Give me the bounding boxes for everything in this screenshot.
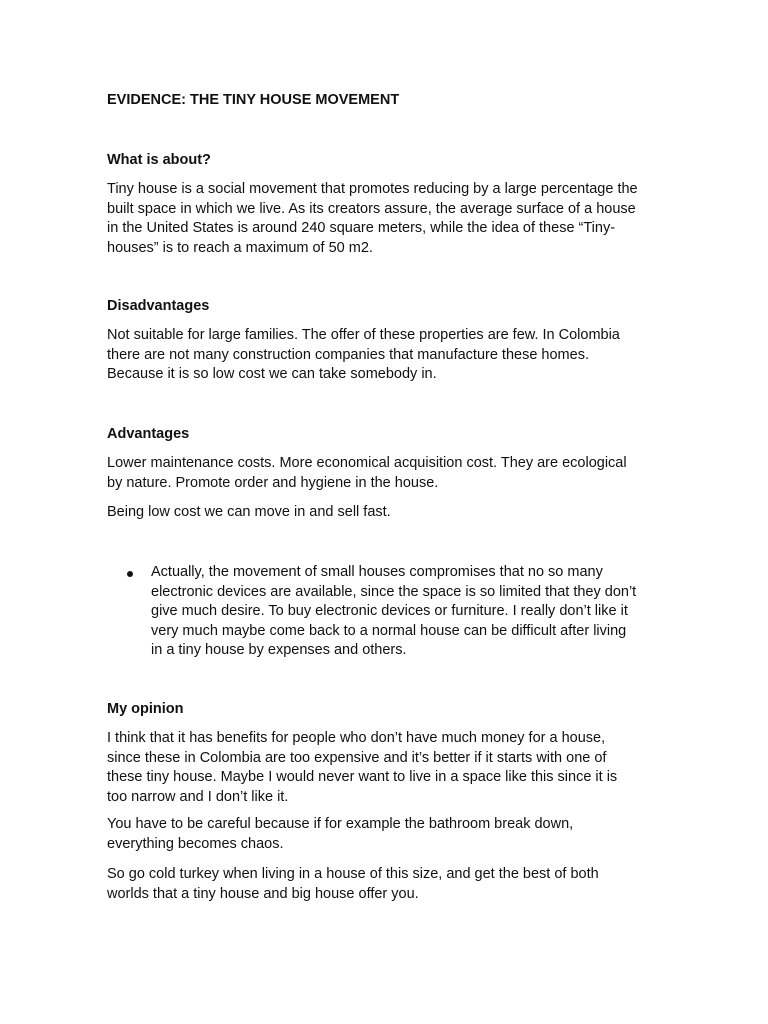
- paragraph-opinion-3: So go cold turkey when living in a house of this size, and get the best of both worlds that a tiny house and big house offer you.: [107, 866, 599, 902]
- heading-disadvantages: Disadvantages: [107, 298, 210, 314]
- heading-my-opinion: My opinion: [107, 701, 184, 717]
- paragraph-opinion-2: You have to be careful because if for example the bathroom break down, everything becomes chaos.: [107, 816, 574, 852]
- paragraph-disadvantages: Not suitable for large families. The offer of these properties are few. In Colombia there are not many construction companies that manufacture these homes. Because it is so low cost we can take somebody in.: [107, 327, 620, 382]
- paragraph-advantages-2: Being low cost we can move in and sell fast.: [107, 504, 391, 520]
- bullet-text: Actually, the movement of small houses compromises that no so many electronic devices are available, since the space is so limited that they don’t give much desire. To buy electronic devices or furniture. I really don’t like it very much maybe come back to a normal house can be difficult after living in a tiny house by expenses and others.: [151, 564, 637, 658]
- heading-what-is-about: What is about?: [107, 152, 211, 168]
- document-title: EVIDENCE: THE TINY HOUSE MOVEMENT: [107, 92, 400, 108]
- paragraph-about: Tiny house is a social movement that promotes reducing by a large percentage the built space in which we live. As its creators assure, the average surface of a house in the United States is around 240 square meters, while the idea of these “Tiny- houses” is to reach a maximum of 50 m2.: [107, 181, 638, 256]
- paragraph-advantages-1: Lower maintenance costs. More economical acquisition cost. They are ecological by nature. Promote order and hygiene in the house.: [107, 455, 627, 491]
- bullet-dot-icon: [127, 571, 133, 577]
- heading-advantages: Advantages: [107, 426, 190, 442]
- paragraph-opinion-1: I think that it has benefits for people who don’t have much money for a house, since these in Colombia are too expensive and it’s better if it starts with one of these tiny house. Maybe I would never want to live in a space like this since it is too narrow and I don’t like it.: [107, 730, 618, 805]
